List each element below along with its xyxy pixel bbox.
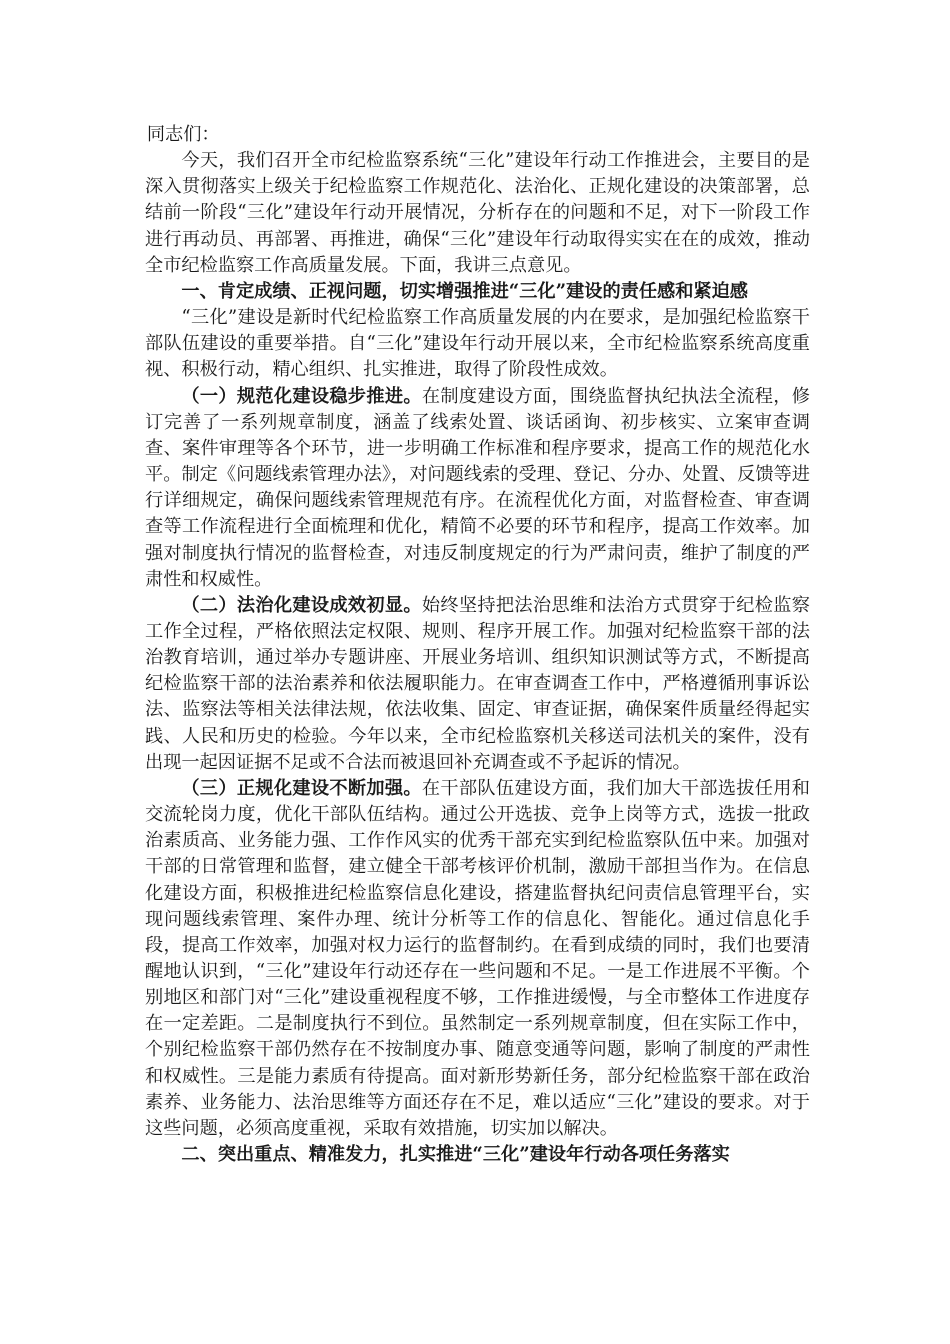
intro-paragraph: 今天，我们召开全市纪检监察系统“三化”建设年行动工作推进会，主要目的是深入贯彻落实上级关于纪检监察工作规范化、法治化、正规化建设的决策部署，总结前一阶段“三化”建设年行动开展情况，分析存在的问题和不足，对下一阶段工作进行再动员、再部署、再推进，确保“三化”建设年行动取得实实在在的成效，推动全市纪检监察工作高质量发展。下面，我讲三点意见。	[145, 150, 810, 276]
section-2-heading: 二、突出重点、精准发力，扎实推进“三化”建设年行动各项任务落实	[181, 1144, 730, 1166]
section-1-item-2	[145, 593, 810, 776]
document-page	[145, 122, 810, 1168]
item-2-body: 始终坚持把法治思维和法治方式贯穿于纪检监察工作全过程，严格依照法定权限、规则、程序开展工作。加强对纪检监察干部的法治教育培训，通过举办专题讲座、开展业务培训、组织知识测试等方式，不断提高纪检监察干部的法治素养和依法履职能力。在审查调查工作中，严格遵循刑事诉讼法、监察法等相关法律法规，依法收集、固定、审查证据，确保案件质量经得起实践、人民和历史的检验。今年以来，全市纪检监察机关移送司法机关的案件，没有出现一起因证据不足或不合法而被退回补充调查或不予起诉的情况。	[145, 594, 810, 773]
section-1-heading: 一、肯定成绩、正视问题，切实增强推进“三化”建设的责任感和紧迫感	[181, 280, 748, 302]
salutation: 同志们：	[146, 124, 220, 145]
item-3-body: 在干部队伍建设方面，我们加大干部选拔任用和交流轮岗力度，优化干部队伍结构。通过公开选拔、竞争上岗等方式，选拔一批政治素质高、业务能力强、工作作风实的优秀干部充实到纪检监察队伍中来。加强对干部的日常管理和监督，建立健全干部考核评价机制，激励干部担当作为。在信息化建设方面，积极推进纪检监察信息化建设，搭建监督执纪问责信息管理平台，实现问题线索管理、案件办理、统计分析等工作的信息化、智能化。通过信息化手段，提高工作效率，加强对权力运行的监督制约。在看到成绩的同时，我们也要清醒地认识到，“三化”建设年行动还存在一些问题和不足。一是工作进展不平衡。个别地区和部门对“三化”建设重视程度不够，工作推进缓慢，与全市整体工作进度存在一定差距。二是制度执行不到位。虽然制定一系列规章制度，但在实际工作中，个别纪检监察干部仍然存在不按制度办事、随意变通等问题，影响了制度的严肃性和权威性。三是能力素质有待提高。面对新形势新任务，部分纪检监察干部在政治素养、业务能力、法治思维等方面还存在不足，难以适应“三化”建设的要求。对于这些问题，必须高度重视，采取有效措施，切实加以解决。	[145, 777, 810, 1139]
section-1-intro: “三化”建设是新时代纪检监察工作高质量发展的内在要求，是加强纪检监察干部队伍建设的重要举措。自“三化”建设年行动开展以来，全市纪检监察系统高度重视、积极行动，精心组织、扎实推进，取得了阶段性成效。	[145, 307, 810, 381]
section-1-item-1	[145, 384, 810, 593]
item-1-lead: （一）规范化建设稳步推进。	[181, 385, 422, 407]
item-3-lead: （三）正规化建设不断加强。	[181, 777, 422, 799]
item-1-body: 在制度建设方面，围绕监督执纪执法全流程，修订完善了一系列规章制度，涵盖了线索处置、谈话函询、初步核实、立案审查调查、案件审理等各个环节，进一步明确工作标准和程序要求，提高工作的规范化水平。制定《问题线索管理办法》，对问题线索的受理、登记、分办、处置、反馈等进行详细规定，确保问题线索管理规范有序。在流程优化方面，对监督检查、审查调查等工作流程进行全面梳理和优化，精简不必要的环节和程序，提高工作效率。加强对制度执行情况的监督检查，对违反制度规定的行为严肃问责，维护了制度的严肃性和权威性。	[145, 385, 810, 590]
item-2-lead: （二）法治化建设成效初显。	[181, 594, 422, 616]
section-1-item-3	[145, 776, 810, 1142]
